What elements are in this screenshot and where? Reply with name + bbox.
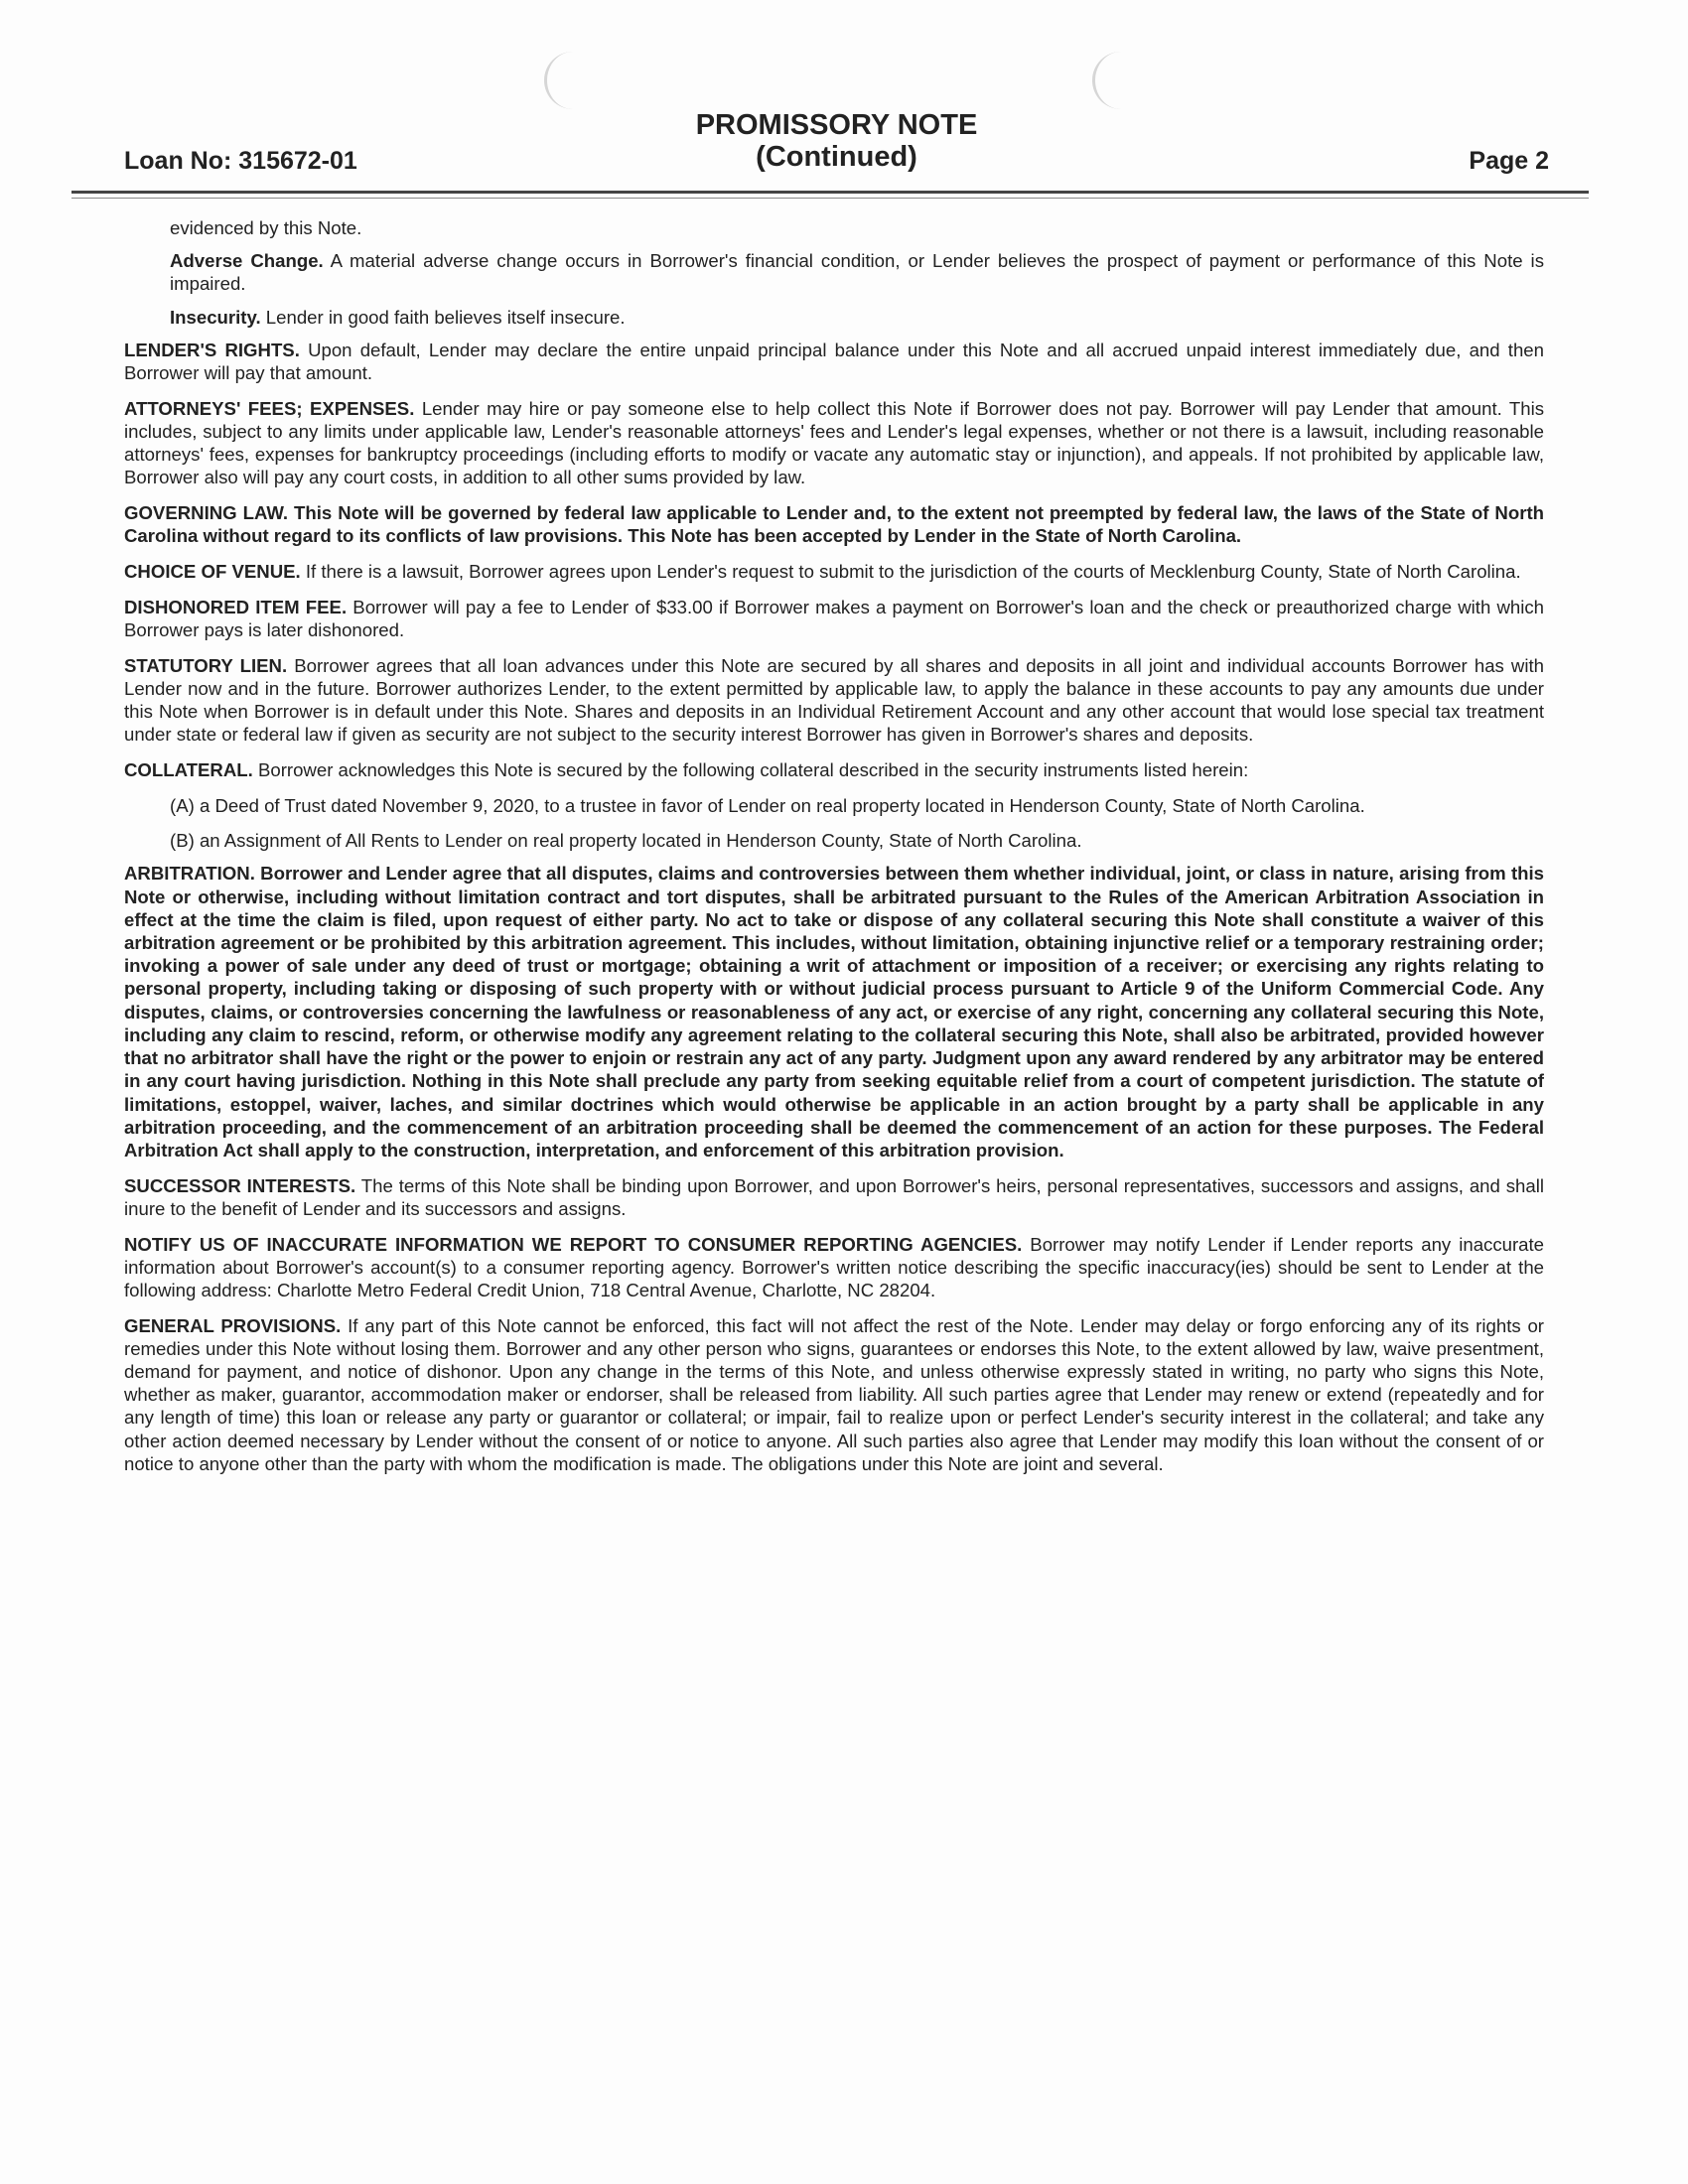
collateral-item-a: (A) a Deed of Trust dated November 9, 2020, to a trustee in favor of Lender on real property located in Henderson County, State of North Carolina. <box>170 794 1365 816</box>
paragraph-arbitration: ARBITRATION. Borrower and Lender agree that all disputes, claims and controversies between them whether individual, joint, or class in nature, arising from this Note or otherwise, including without limitation contract and tort disputes, shall be arbitrated pursuant to the Rules of the American Arbitration Association in effect at the time the claim is filed, upon request of either party. No act to take or dispose of any collateral securing this Note shall constitute a waiver of this arbitration agreement or be prohibited by this arbitration agreement. This includes, without limitation, obtaining injunctive relief or a temporary restraining order; invoking a power of sale under any deed of trust or mortgage; obtaining a writ of attachment or imposition of a receiver; or exercising any rights relating to personal property, including taking or disposing of such property with or without judicial process pursuant to Article 9 of the Uniform Commercial Code. Any disputes, claims, or controversies concerning the lawfulness or reasonableness of any act, or exercise of any right, concerning any collateral securing this Note, including any claim to rescind, reform, or otherwise modify any agreement relating to the collateral securing this Note, shall also be arbitrated, provided however that no arbitrator shall have the right or the power to enjoin or restrain any act of any party. Judgment upon any award rendered by any arbitrator may be entered in any court having jurisdiction. Nothing in this Note shall preclude any party from seeking equitable relief from a court of competent jurisdiction. The statute of limitations, estoppel, waiver, laches, and similar doctrines which would otherwise be applicable in an action brought by a party shall be applicable in any arbitration proceeding, and the commencement of an arbitration proceeding shall be deemed the commencement of an action for these purposes. The Federal Arbitration Act shall apply to the construction, interpretation, and enforcement of this arbitration provision. <box>124 863 1544 1160</box>
paragraph-general-provisions: GENERAL PROVISIONS. If any part of this Note cannot be enforced, this fact will not affect the rest of the Note. Lender may delay or forgo enforcing any of its rights or remedies under this Note without losing them. Borrower and any other person who signs, guarantees or endorses this Note, to the extent allowed by law, waive presentment, demand for payment, and notice of dishonor. Upon any change in the terms of this Note, and unless otherwise expressly stated in writing, no party who signs this Note, whether as maker, guarantor, accommodation maker or endorser, shall be released from liability. All such parties agree that Lender may renew or extend (repeatedly and for any length of time) this loan or release any party or guarantor or collateral; or impair, fail to realize upon or perfect Lender's security interest in the collateral; and take any other action deemed necessary by Lender without the consent of or notice to anyone. All such parties also agree that Lender may modify this loan without the consent of or notice to anyone other than the party with whom the modification is made. The obligations under this Note are joint and several. <box>124 1314 1544 1474</box>
paragraph-choice-of-venue: CHOICE OF VENUE. If there is a lawsuit, Borrower agrees upon Lender's request to submit to the jurisdiction of the courts of Mecklenburg County, State of North Carolina. <box>124 560 1521 582</box>
punch-hole-mark <box>1092 52 1125 109</box>
paragraph-governing-law: GOVERNING LAW. This Note will be governed by federal law applicable to Lender and, to the extent not preempted by federal law, the laws of the State of North Carolina without regard to its conflicts of law provisions. This Note has been accepted by Lender in the State of North Carolina. <box>124 502 1544 547</box>
paragraph-heading: GENERAL PROVISIONS. <box>124 1314 342 1336</box>
paragraph-notify-inaccurate-info: NOTIFY US OF INACCURATE INFORMATION WE REPORT TO CONSUMER REPORTING AGENCIES. Borrower may notify Lender if Lender reports any inaccurate information about Borrower's account(s) to a consumer reporting agency. Borrower's written notice describing the specific inaccuracy(ies) should be sent to Lender at the following address: Charlotte Metro Federal Credit Union, 718 Central Avenue, Charlotte, NC 28204. <box>124 1233 1545 1300</box>
document-header <box>124 109 1549 179</box>
loan-number: Loan No: 315672-01 <box>124 147 357 175</box>
header-divider <box>71 191 1589 199</box>
paragraph-heading: Adverse Change. <box>170 250 324 272</box>
paragraph-statutory-lien: STATUTORY LIEN. Borrower agrees that all loan advances under this Note are secured by all shares and deposits in all joint and individual accounts Borrower has with Lender now and in the future. Borrower authorizes Lender, to the extent permitted by applicable law, to apply the balance in these accounts to pay any amounts due under this Note when Borrower is in default under this Note. Shares and deposits in an Individual Retirement Account and any other account that would lose special tax treatment under state or federal law if given as security are not subject to the security interest Borrower has given in Borrower's shares and deposits. <box>124 654 1544 746</box>
paragraph-attorneys-fees: ATTORNEYS' FEES; EXPENSES. Lender may hire or pay someone else to help collect this Note if Borrower does not pay. Borrower will pay Lender that amount. This includes, subject to any limits under applicable law, Lender's reasonable attorneys' fees and Lender's legal expenses, whether or not there is a lawsuit, including reasonable attorneys' fees, expenses for bankruptcy proceedings (including efforts to modify or vacate any automatic stay or injunction), and appeals. If not prohibited by applicable law, Borrower also will pay any court costs, in addition to all other sums provided by law. <box>124 397 1545 488</box>
paragraph-adverse-change: Adverse Change. A material adverse change occurs in Borrower's financial condition, or Lender believes the prospect of payment or performance of this Note is impaired. <box>170 250 1544 295</box>
paragraph-heading: LENDER'S RIGHTS. <box>124 339 300 360</box>
paragraph-dishonored-item-fee: DISHONORED ITEM FEE. Borrower will pay a fee to Lender of $33.00 if Borrower makes a payment on Borrower's loan and the check or preauthorized charge with which Borrower pays is later dishonored. <box>124 596 1544 640</box>
paragraph-heading: STATUTORY LIEN. <box>124 654 288 676</box>
paragraph-heading: GOVERNING LAW. <box>124 502 289 524</box>
document-body <box>124 216 1544 1488</box>
page-number: Page 2 <box>1469 147 1549 175</box>
paragraph-heading: NOTIFY US OF INACCURATE INFORMATION WE REPORT TO CONSUMER REPORTING AGENCIES. <box>124 1233 1023 1255</box>
paragraph-heading: SUCCESSOR INTERESTS. <box>124 1174 356 1196</box>
paragraph-insecurity: Insecurity. Lender in good faith believes itself insecure. <box>170 306 626 328</box>
paragraph-heading: Insecurity. <box>170 306 261 328</box>
paragraph-heading: ARBITRATION. <box>124 863 255 885</box>
paragraph-heading: DISHONORED ITEM FEE. <box>124 596 348 617</box>
paragraph-lenders-rights: LENDER'S RIGHTS. Upon default, Lender may declare the entire unpaid principal balance under this Note and all accrued unpaid interest immediately due, and then Borrower will pay that amount. <box>124 339 1544 384</box>
paragraph-heading: CHOICE OF VENUE. <box>124 560 301 582</box>
title-line-1: PROMISSORY NOTE <box>695 109 978 141</box>
title-line-2: (Continued) <box>756 141 917 173</box>
paragraph-collateral: COLLATERAL. Borrower acknowledges this Note is secured by the following collateral described in the security instruments listed herein: <box>124 758 1249 780</box>
paragraph-continued: evidenced by this Note. <box>170 217 362 238</box>
punch-hole-mark <box>544 52 577 109</box>
paragraph-successor-interests: SUCCESSOR INTERESTS. The terms of this Note shall be binding upon Borrower, and upon Borrower's heirs, personal representatives, successors and assigns, and shall inure to the benefit of Lender and its successors and assigns. <box>124 1174 1544 1219</box>
paragraph-heading: ATTORNEYS' FEES; EXPENSES. <box>124 397 415 419</box>
paragraph-heading: COLLATERAL. <box>124 758 253 780</box>
collateral-item-b: (B) an Assignment of All Rents to Lender on real property located in Henderson County, State of North Carolina. <box>170 830 1082 852</box>
